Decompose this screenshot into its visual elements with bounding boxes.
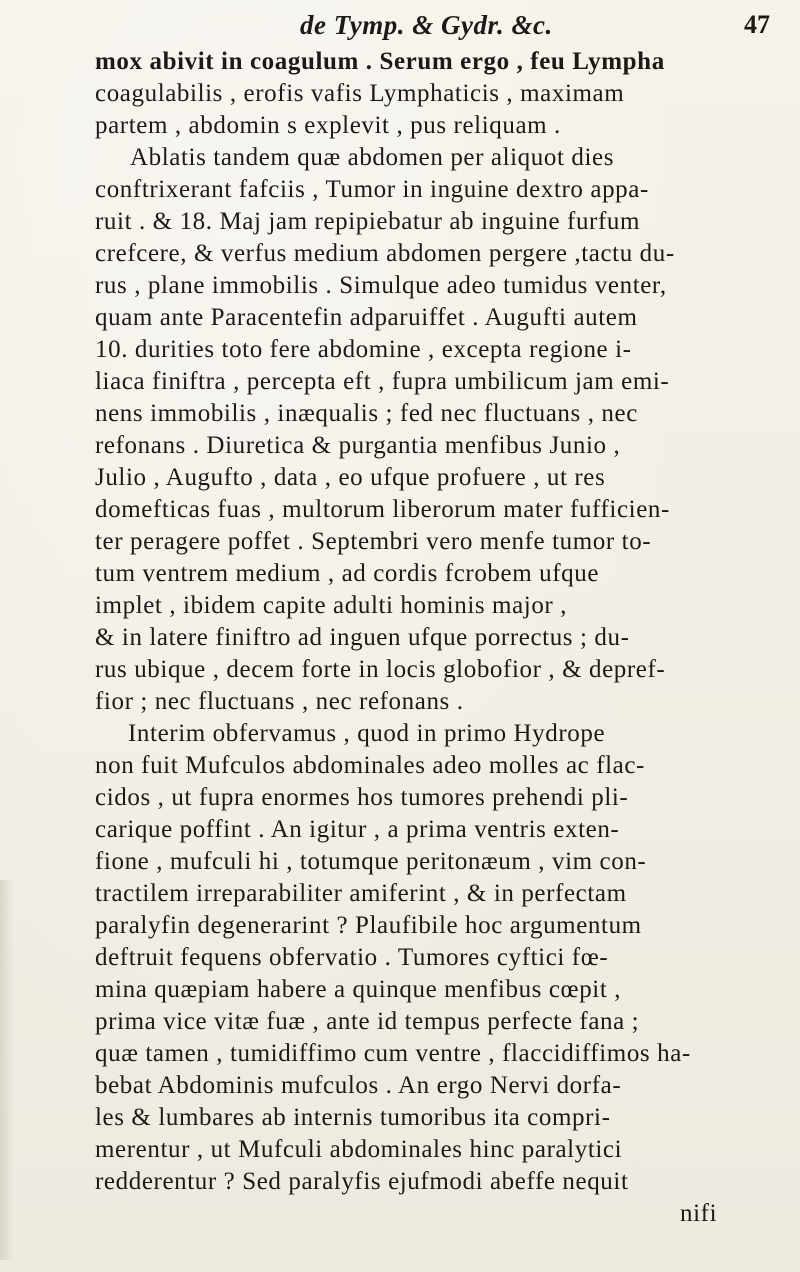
page-number: 47	[744, 10, 770, 39]
text-line: mina quæpiam habere a quinque menfibus cœpit ,	[95, 976, 622, 1003]
text-line: crefcere, & verfus medium abdomen pergere ,tactu du-	[95, 240, 675, 267]
text-line: bebat Abdominis mufculos . An ergo Nervi dorfa-	[95, 1072, 622, 1099]
page-edge-shadow	[0, 880, 14, 1260]
text-line: tractilem irreparabiliter amiferint , & in perfectam	[95, 880, 627, 907]
text-line: paralyfin degenerarint ? Plaufibile hoc argumentum	[95, 912, 642, 939]
text-line: ruit . & 18. Maj jam repipiebatur ab inguine furfum	[95, 208, 641, 235]
text-line: Ablatis tandem quæ abdomen per aliquot dies	[130, 144, 615, 171]
text-line: cidos , ut fupra enormes hos tumores prehendi pli-	[95, 784, 629, 811]
text-line: quam ante Paracentefin adparuiffet . Augufti autem	[95, 304, 638, 331]
text-line: carique poffint . An igitur , a prima ventris exten-	[95, 816, 620, 843]
running-head	[0, 4, 800, 50]
text-line: les & lumbares ab internis tumoribus ita compri-	[95, 1104, 611, 1131]
text-line: & in latere finiftro ad inguen ufque porrectus ; du-	[95, 624, 630, 651]
text-line: deftruit fequens obfervatio . Tumores cyftici fœ-	[95, 944, 609, 971]
text-line: fione , mufculi hi , totumque peritonæum , vim con-	[95, 848, 647, 875]
text-line: rus , plane immobilis . Simulque adeo tumidus venter,	[95, 272, 667, 299]
text-line: domefticas fuas , multorum liberorum mater fufficien-	[95, 496, 670, 523]
text-line: implet , ibidem capite adulti hominis major ,	[95, 592, 568, 619]
text-line: quæ tamen , tumidiffimo cum ventre , flaccidiffimos ha-	[95, 1040, 691, 1067]
text-line: mox abivit in coagulum . Serum ergo , feu Lympha	[95, 48, 665, 75]
text-line: refonans . Diuretica & purgantia menfibus Junio ,	[95, 432, 621, 459]
catchword: nifi	[680, 1200, 718, 1227]
text-line: tum ventrem medium , ad cordis fcrobem ufque	[95, 560, 600, 587]
text-line: conftrixerant fafciis , Tumor in inguine dextro appa-	[95, 176, 649, 203]
text-line: ter peragere poffet . Septembri vero menfe tumor to-	[95, 528, 652, 555]
text-line: liaca finiftra , percepta eft , fupra umbilicum jam emi-	[95, 368, 670, 395]
text-line: redderentur ? Sed paralyfis ejufmodi abeffe nequit	[95, 1168, 629, 1195]
text-line: partem , abdomin s explevit , pus reliquam .	[95, 112, 561, 139]
text-line: prima vice vitæ fuæ , ante id tempus perfecte fana ;	[95, 1008, 640, 1035]
text-line: Julio , Augufto , data , eo ufque profuere , ut res	[95, 464, 606, 491]
text-line: fior ; nec fluctuans , nec refonans .	[95, 688, 464, 715]
text-line: merentur , ut Mufculi abdominales hinc paralytici	[95, 1136, 623, 1163]
text-line: non fuit Mufculos abdominales adeo molles ac flac-	[95, 752, 645, 779]
text-line: Interim obfervamus , quod in primo Hydrope	[128, 720, 606, 747]
text-line: nens immobilis , inæqualis ; fed nec fluctuans , nec	[95, 400, 638, 427]
text-line: 10. durities toto fere abdomine , excepta regione i-	[95, 336, 632, 363]
text-line: coagulabilis , erofis vafis Lymphaticis , maximam	[95, 80, 625, 107]
running-head-title: de Tymp. & Gydr. &c.	[300, 10, 553, 40]
text-line: rus ubique , decem forte in locis globofior , & depref-	[95, 656, 666, 683]
